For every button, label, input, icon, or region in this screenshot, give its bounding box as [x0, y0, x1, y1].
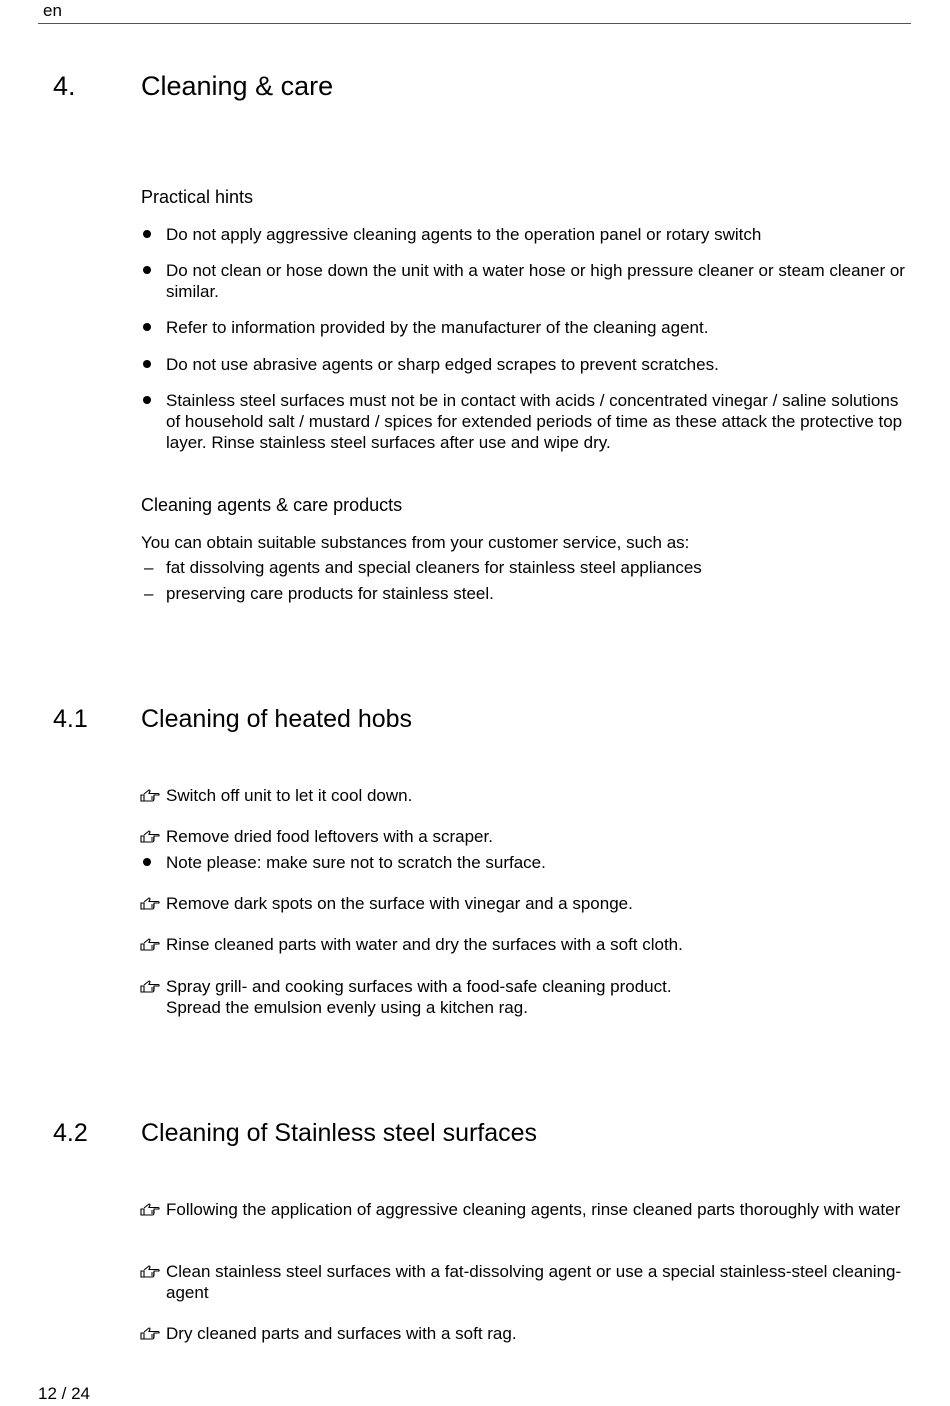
instruction-step: Spray grill- and cooking surfaces with a food-safe cleaning product. Spread the emulsion evenly using a kitchen rag.	[140, 976, 910, 1018]
pointing-hand-icon	[140, 893, 160, 916]
instruction-step: Dry cleaned parts and surfaces with a soft rag.	[140, 1323, 910, 1344]
language-label: en	[43, 1, 62, 20]
list-item: – fat dissolving agents and special cleaners for stainless steel appliances	[140, 557, 910, 578]
list-item: Do not use abrasive agents or sharp edged scrapes to prevent scratches.	[140, 354, 910, 375]
bullet-icon	[140, 260, 160, 281]
header-divider	[38, 23, 911, 24]
instruction-step: Following the application of aggressive cleaning agents, rinse cleaned parts thoroughly with water	[140, 1199, 910, 1220]
bullet-icon	[140, 224, 160, 245]
chapter-number: 4.	[53, 71, 76, 101]
pointing-hand-icon	[140, 934, 160, 957]
cleaning-agents-heading: Cleaning agents & care products	[141, 495, 403, 515]
pointing-hand-icon	[140, 1261, 160, 1284]
list-item: Do not clean or hose down the unit with a water hose or high pressure cleaner or steam cleaner or similar.	[140, 260, 910, 302]
pointing-hand-icon	[140, 826, 160, 849]
pointing-hand-icon	[140, 1199, 160, 1222]
chapter-title: Cleaning & care	[141, 71, 334, 101]
list-item: Note please: make sure not to scratch the surface.	[140, 852, 910, 873]
list-item: Do not apply aggressive cleaning agents to the operation panel or rotary switch	[140, 224, 910, 245]
bullet-icon	[140, 317, 160, 338]
bullet-icon	[140, 852, 160, 873]
section-number: 4.2	[53, 1119, 88, 1147]
dash-icon: –	[144, 584, 154, 603]
practical-hints-heading: Practical hints	[141, 187, 254, 207]
instruction-step: Rinse cleaned parts with water and dry the surfaces with a soft cloth.	[140, 934, 910, 955]
bullet-icon	[140, 390, 160, 411]
section-title: Cleaning of Stainless steel surfaces	[141, 1119, 538, 1147]
section-title: Cleaning of heated hobs	[141, 705, 413, 733]
section-number: 4.1	[53, 705, 88, 733]
list-item: – preserving care products for stainless steel.	[140, 583, 910, 604]
dash-icon: –	[144, 558, 154, 577]
pointing-hand-icon	[140, 785, 160, 808]
cleaning-agents-intro: You can obtain suitable substances from your customer service, such as:	[141, 533, 690, 552]
bullet-icon	[140, 354, 160, 375]
instruction-step: Remove dark spots on the surface with vinegar and a sponge.	[140, 893, 910, 914]
instruction-step: Switch off unit to let it cool down.	[140, 785, 910, 806]
pointing-hand-icon	[140, 1323, 160, 1346]
list-item: Stainless steel surfaces must not be in contact with acids / concentrated vinegar / saline solutions of household salt / mustard / spices for extended periods of time as these attack the protective top layer. Rinse stainless steel surfaces after use and wipe dry.	[140, 390, 910, 453]
page-number: 12 / 24	[38, 1384, 90, 1403]
instruction-step: Clean stainless steel surfaces with a fat-dissolving agent or use a special stainless-steel cleaning-agent	[140, 1261, 910, 1303]
list-item: Refer to information provided by the manufacturer of the cleaning agent.	[140, 317, 910, 338]
pointing-hand-icon	[140, 976, 160, 999]
instruction-step: Remove dried food leftovers with a scraper.	[140, 826, 910, 847]
